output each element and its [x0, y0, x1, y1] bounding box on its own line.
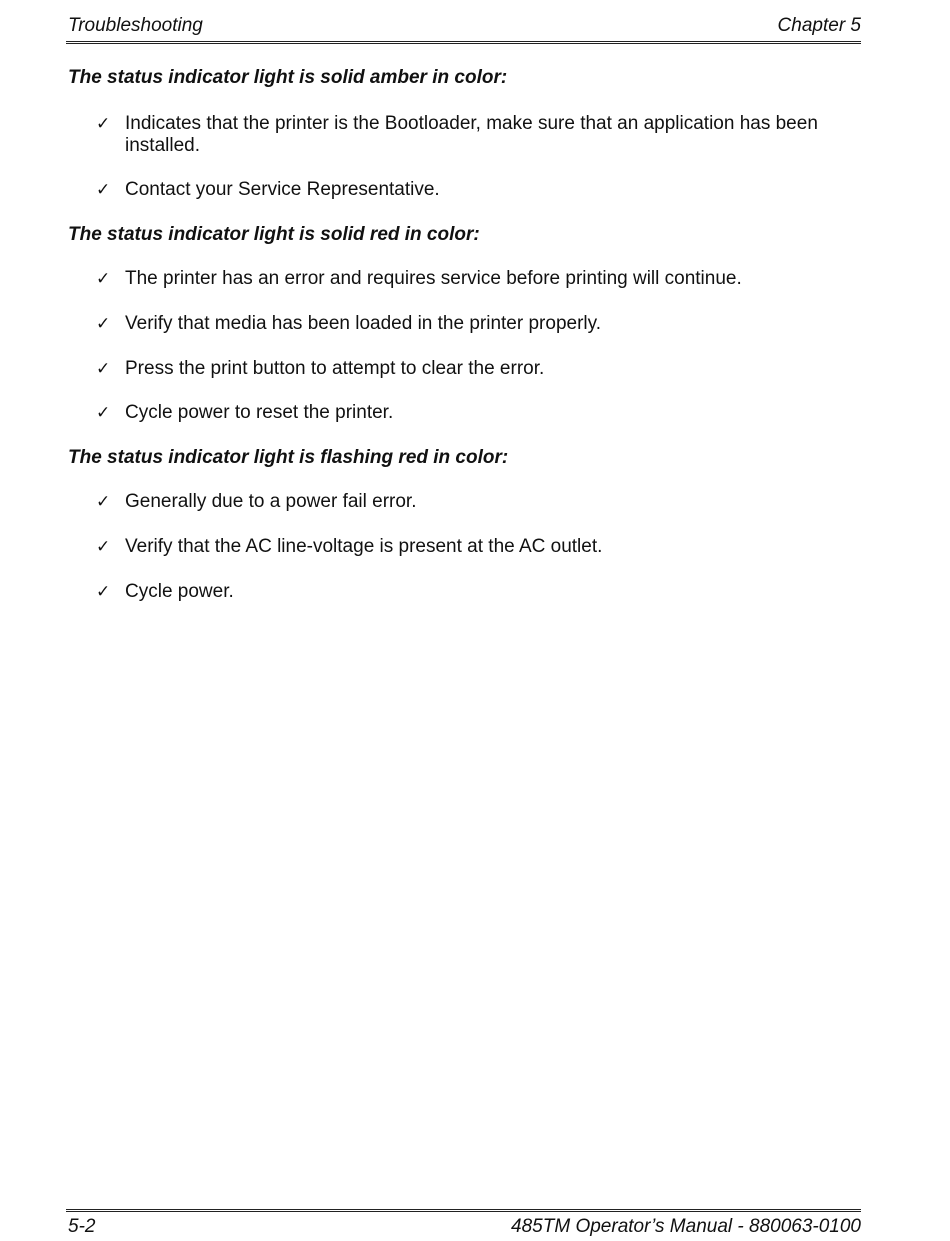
- page-number: 5-2: [68, 1216, 96, 1237]
- checkmark-icon: ✓: [96, 359, 111, 378]
- list-item: [96, 268, 856, 290]
- list-item: [96, 179, 856, 201]
- list-item-text: Verify that the AC line-voltage is present at the AC outlet.: [125, 536, 603, 557]
- list-item: [96, 313, 856, 335]
- page-header: [66, 14, 861, 44]
- section-heading-flashing-red: The status indicator light is flashing red in color:: [68, 447, 509, 468]
- checkmark-icon: ✓: [96, 314, 111, 333]
- list-item: [96, 113, 856, 157]
- list-item-text: Indicates that the printer is the Bootloader, make sure that an application has been installed.: [125, 113, 818, 156]
- checkmark-icon: ✓: [96, 180, 111, 199]
- list-item-text: Cycle power to reset the printer.: [125, 402, 394, 423]
- list-item-text: The printer has an error and requires service before printing will continue.: [125, 268, 742, 289]
- list-item-text: Contact your Service Representative.: [125, 179, 440, 200]
- list-item: [96, 491, 856, 513]
- list-item: [96, 581, 856, 603]
- list-item-text: Cycle power.: [125, 581, 234, 602]
- checkmark-icon: ✓: [96, 269, 111, 288]
- list-item-text: Generally due to a power fail error.: [125, 491, 417, 512]
- header-chapter: Chapter 5: [777, 15, 861, 36]
- checkmark-icon: ✓: [96, 114, 111, 133]
- list-item-text: Verify that media has been loaded in the printer properly.: [125, 313, 601, 334]
- checkmark-icon: ✓: [96, 582, 111, 601]
- checkmark-icon: ✓: [96, 492, 111, 511]
- section-heading-solid-red: The status indicator light is solid red in color:: [68, 224, 480, 245]
- list-item: [96, 358, 856, 380]
- checkmark-icon: ✓: [96, 537, 111, 556]
- section-heading-solid-amber: The status indicator light is solid amber in color:: [68, 67, 508, 88]
- checkmark-icon: ✓: [96, 403, 111, 422]
- manual-title: 485TM Operator’s Manual - 880063-0100: [511, 1216, 861, 1237]
- list-item-text: Press the print button to attempt to clear the error.: [125, 358, 545, 379]
- page-footer: [66, 1209, 861, 1237]
- list-item: [96, 402, 856, 424]
- list-item: [96, 536, 856, 558]
- header-section-title: Troubleshooting: [68, 15, 203, 36]
